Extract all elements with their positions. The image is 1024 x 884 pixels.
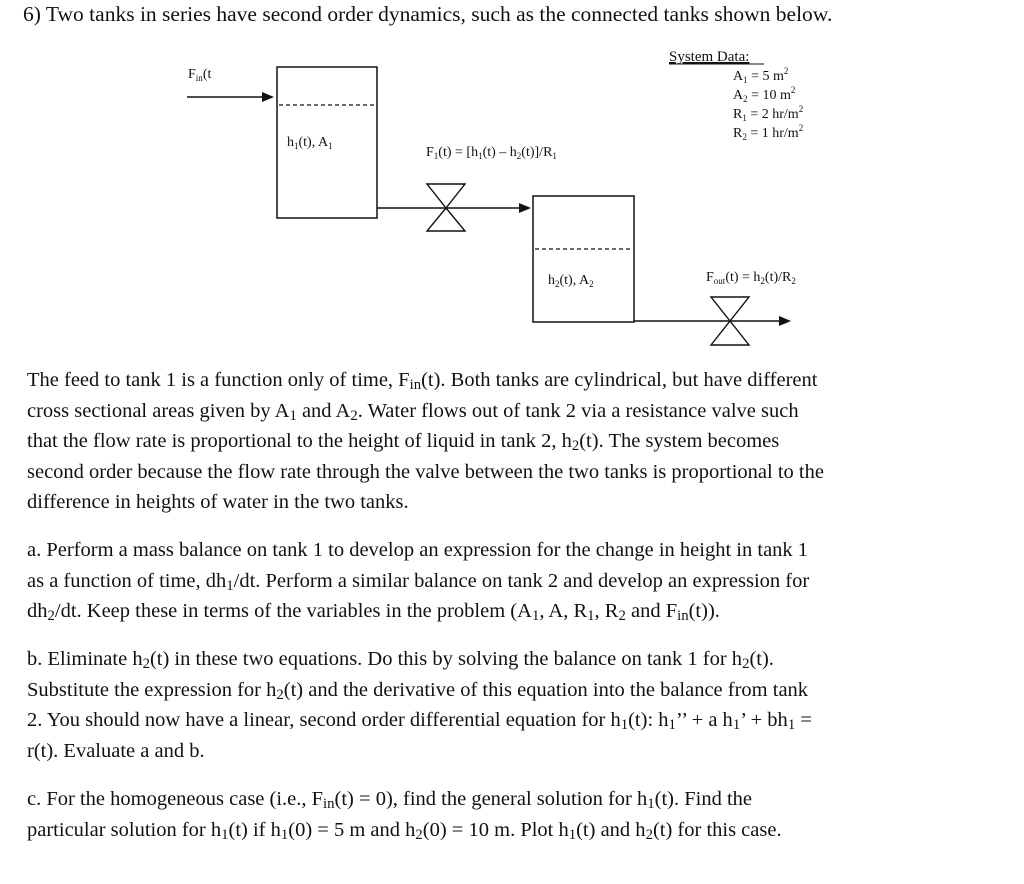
subscript: 2	[142, 656, 150, 673]
text-run: (t) if h	[228, 818, 281, 841]
text-run: Substitute the expression for h	[27, 678, 277, 701]
subscript: 2	[47, 608, 55, 625]
text-line	[27, 487, 1002, 518]
text-run: ’ + bh	[740, 709, 788, 731]
text-run: (t) for this case.	[652, 818, 782, 841]
text-line	[27, 596, 1002, 627]
text-run: particular solution for h	[27, 818, 222, 841]
text-line	[27, 535, 1002, 566]
text-line	[27, 815, 1002, 846]
text-line	[27, 396, 1002, 427]
subscript: 2	[276, 686, 284, 703]
subscript: 1	[531, 608, 540, 625]
subscript: 2	[618, 608, 626, 625]
text-run: (t)).	[688, 600, 720, 622]
tank-1-label: $h_1(t)$, $A_1$	[287, 135, 333, 151]
subscript: 1	[289, 407, 297, 424]
text-run: (t) and h	[576, 818, 646, 841]
text-run: , A, R	[539, 600, 588, 622]
text-run: a. Perform a mass balance on tank 1 to develop an expression for the change in height in tank 1	[27, 539, 809, 561]
subscript: 1	[647, 796, 655, 813]
paragraph-part-c	[27, 784, 1002, 845]
problem-title: 6) Two tanks in series have second order dynamics, such as the connected tanks shown below.	[23, 2, 833, 26]
system-data-item: $A_1 = 5$ $m^2$	[733, 66, 789, 85]
subscript: in	[323, 796, 335, 813]
text-run: 2. You should now have a linear, second order differential equation for h	[27, 709, 621, 731]
text-line	[27, 457, 1002, 488]
text-run: , R	[594, 600, 619, 622]
text-run: (t) and the derivative of this equation into the balance from tank	[283, 678, 809, 701]
text-run: and A	[296, 399, 351, 422]
system-data-title: System Data:	[669, 49, 750, 65]
text-run: b. Eliminate h	[27, 648, 143, 670]
text-run: difference in heights of water in the two tanks.	[27, 491, 409, 513]
f1-equation: $F_1(t) = [h_1(t) - h_2(t)]/R_1$	[426, 145, 557, 161]
paragraph-part-b	[27, 644, 1002, 766]
text-line	[27, 566, 1002, 597]
subscript: 1	[620, 717, 629, 734]
text-line	[27, 426, 1002, 457]
text-line	[27, 365, 1002, 396]
text-line	[27, 705, 1002, 736]
text-run: (t).	[749, 648, 774, 670]
feed-arrowhead	[262, 92, 274, 102]
text-run: that the flow rate is proportional to the height of liquid in tank 2, h	[27, 430, 572, 452]
subscript: in	[677, 608, 689, 625]
text-run: r(t). Evaluate a and b.	[27, 739, 205, 762]
paragraph-intro	[27, 365, 1002, 518]
subscript: 1	[226, 577, 234, 594]
text-run: =	[795, 709, 812, 731]
fin-label: $F_{in}(t$	[188, 67, 212, 83]
subscript: 1	[587, 608, 595, 625]
text-run: as a function of time, dh	[27, 569, 227, 592]
text-run: (t). The system becomes	[579, 430, 780, 452]
system-data-list	[733, 66, 803, 142]
subscript: 1	[668, 717, 676, 734]
system-data-item: $A_2 = 10$ $m^2$	[733, 85, 796, 104]
tank-2	[533, 196, 634, 322]
subscript: 2	[742, 656, 750, 673]
text-run: The feed to tank 1 is a function only of time, F	[27, 369, 410, 391]
pipe-2-arrowhead	[779, 316, 791, 326]
two-tank-diagram	[0, 0, 1024, 360]
subscript: 1	[568, 826, 577, 843]
text-run: (t). Both tanks are cylindrical, but have different	[421, 369, 818, 391]
system-data-item: $R_2 = 1$ $hr/m^2$	[733, 123, 804, 142]
text-run: (0) = 5 m and h	[288, 818, 416, 841]
paragraph-part-a	[27, 535, 1002, 627]
pipe-1-arrowhead	[519, 203, 531, 213]
text-run: /dt. Keep these in terms of the variables in the problem (A	[54, 600, 532, 622]
text-run: dh	[27, 600, 48, 622]
text-run: (t): h	[628, 709, 669, 731]
text-run: ’’ + a h	[675, 709, 733, 731]
text-run: (t) in these two equations. Do this by solving the balance on tank 1 for h	[149, 648, 743, 670]
fout-equation: $F_{out}(t) = h_2(t)/R_2$	[706, 270, 796, 286]
text-line	[27, 644, 1002, 675]
subscript: 2	[350, 407, 358, 424]
text-run: cross sectional areas given by A	[27, 399, 290, 422]
subscript: 1	[732, 717, 741, 734]
subscript: 2	[571, 438, 580, 455]
tank-2-label: $h_2(t)$, $A_2$	[548, 273, 594, 289]
text-line	[27, 675, 1002, 706]
text-run: second order because the flow rate through the valve between the two tanks is proportional to the	[27, 460, 824, 483]
subscript: 1	[787, 717, 796, 734]
subscript: 2	[645, 826, 653, 843]
system-data-item: $R_1 = 2$ $hr/m^2$	[733, 104, 804, 123]
subscript: 1	[221, 826, 229, 843]
subscript: 1	[280, 826, 289, 843]
text-run: (0) = 10 m. Plot h	[422, 818, 569, 841]
text-run: (t) = 0), find the general solution for h	[334, 788, 648, 810]
text-run: (t). Find the	[654, 788, 752, 810]
subscript: in	[409, 377, 422, 394]
text-line	[27, 736, 1002, 767]
text-line	[27, 784, 1002, 815]
text-run: /dt. Perform a similar balance on tank 2 and develop an expression for	[233, 569, 810, 592]
text-run: and F	[625, 600, 678, 622]
text-run: c. For the homogeneous case (i.e., F	[27, 788, 324, 810]
text-run: . Water flows out of tank 2 via a resistance valve such	[357, 399, 799, 422]
subscript: 2	[415, 826, 423, 843]
